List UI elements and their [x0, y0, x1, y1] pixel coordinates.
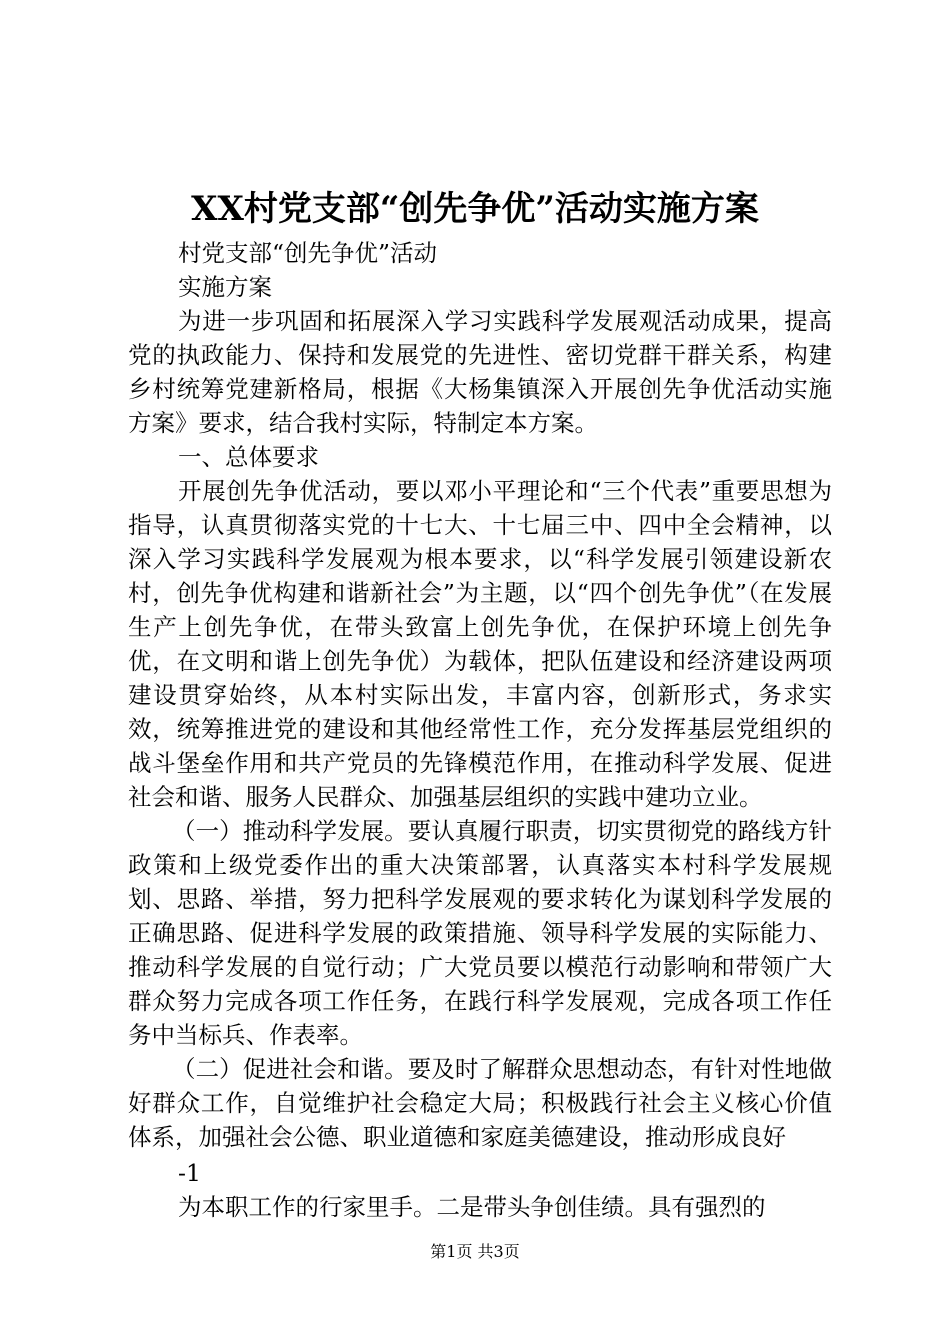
page-footer: 第1页 共3页 [430, 1242, 520, 1261]
paragraph-general-requirements: 开展创先争优活动，要以邓小平理论和“三个代表”重要思想为指导，认真贯彻落实党的十七大、十七届三中、四中全会精神，以深入学习实践科学发展观为根本要求，以“科学发展引领建设新农村，创先争优构建和谐新社会”为主题，以“四个创先争优”（在发展生产上创先争优，在带头致富上创先争优，在保护环境上创先争优，在文明和谐上创先争优）为载体，把队伍建设和经济建设两项建设贯穿始终，从本村实际出发，丰富内容，创新形式，务求实效，统筹推进党的建设和其他经常性工作，充分发挥基层党组织的战斗堡垒作用和共产党员的先锋模范作用，在推动科学发展、促进社会和谐、服务人民群众、加强基层组织的实践中建功立业。 [128, 477, 832, 811]
paragraph-intro: 为进一步巩固和拓展深入学习实践科学发展观活动成果，提高党的执政能力、保持和发展党的先进性、密切党群干群关系，构建乡村统筹党建新格局，根据《大杨集镇深入开展创先争优活动实施方案》要求，结合我村实际，特制定本方案。 [128, 307, 832, 437]
page-marker: -1 [178, 1159, 201, 1187]
paragraph-item-2: （二）促进社会和谐。要及时了解群众思想动态，有针对性地做好群众工作，自觉维护社会稳定大局；积极践行社会主义核心价值体系，加强社会公德、职业道德和家庭美德建设，推动形成良好 [128, 1055, 832, 1151]
section-heading-general-requirements: 一、总体要求 [178, 443, 319, 471]
paragraph-item-1: （一）推动科学发展。要认真履行职责，切实贯彻党的路线方针政策和上级党委作出的重大决策部署，认真落实本村科学发展规划、思路、举措，努力把科学发展观的要求转化为谋划科学发展的正确思路、促进科学发展的政策措施、领导科学发展的实际能力、推动科学发展的自觉行动；广大党员要以模范行动影响和带领广大群众努力完成各项工作任务，在践行科学发展观，完成各项工作任务中当标兵、作表率。 [128, 817, 832, 1049]
document-body [128, 236, 832, 1224]
paragraph-continuation: 为本职工作的行家里手。二是带头争创佳绩。具有强烈的 [178, 1193, 766, 1221]
document-title: XX村党支部“创先争优”活动实施方案 [191, 189, 759, 229]
subtitle-line-1: 村党支部“创先争优”活动 [178, 239, 438, 267]
subtitle-line-2: 实施方案 [178, 273, 272, 301]
